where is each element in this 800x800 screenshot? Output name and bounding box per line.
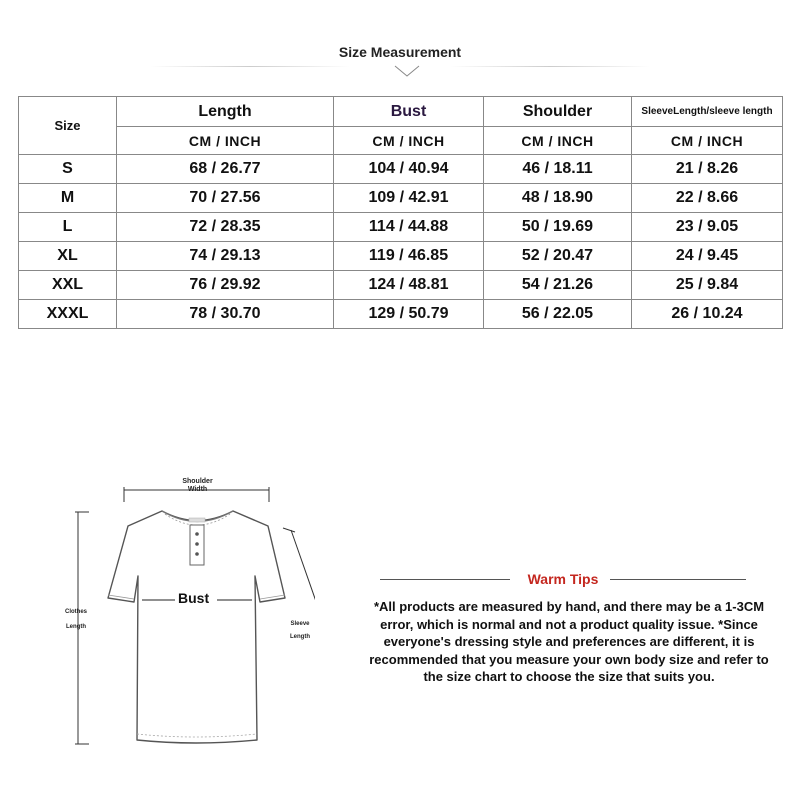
sleeve-cell: 25 / 9.84 <box>632 271 783 300</box>
length-column-header: Length <box>117 97 334 127</box>
table-row <box>19 155 783 184</box>
sleeve-cell: 26 / 10.24 <box>632 300 783 329</box>
sleeve-cell: 23 / 9.05 <box>632 213 783 242</box>
bust-label: Bust <box>175 590 212 606</box>
table-row <box>19 213 783 242</box>
tips-line: error, which is normal and not a product quality issue. *Since <box>380 616 758 632</box>
length-cell: 78 / 30.70 <box>117 300 334 329</box>
bust-cell: 129 / 50.79 <box>334 300 484 329</box>
width-label-line: Width <box>187 486 208 493</box>
length-cell: 70 / 27.56 <box>117 184 334 213</box>
sleeve-length-label-line: Length <box>290 634 310 640</box>
size-cell: XL <box>19 242 117 271</box>
tshirt-outline-icon <box>55 470 315 760</box>
size-column-header: Size <box>19 97 117 155</box>
tips-header <box>380 568 746 590</box>
size-cell: S <box>19 155 117 184</box>
length-cell: 76 / 29.92 <box>117 271 334 300</box>
sleeve-cell: 24 / 9.45 <box>632 242 783 271</box>
clothes-length-label <box>59 608 93 632</box>
bust-cell: 109 / 42.91 <box>334 184 484 213</box>
size-cell: XXXL <box>19 300 117 329</box>
tshirt-diagram <box>55 470 315 760</box>
tips-title: Warm Tips <box>527 571 599 587</box>
sleeve-cell: 21 / 8.26 <box>632 155 783 184</box>
size-cell: L <box>19 213 117 242</box>
shoulder-cell: 54 / 21.26 <box>484 271 632 300</box>
length-cell: 74 / 29.13 <box>117 242 334 271</box>
length-cell: 68 / 26.77 <box>117 155 334 184</box>
unit-label: CM / INCH <box>632 127 783 155</box>
sleeve-column-header: SleeveLength/sleeve length <box>632 97 783 127</box>
length-label-line: Length <box>66 624 86 630</box>
tips-line: the size chart to choose the size that suits you. <box>423 669 715 684</box>
title-caret-icon <box>392 64 422 78</box>
page-title: Size Measurement <box>338 44 462 60</box>
bust-cell: 119 / 46.85 <box>334 242 484 271</box>
unit-label: CM / INCH <box>484 127 632 155</box>
bust-cell: 114 / 44.88 <box>334 213 484 242</box>
shoulder-cell: 46 / 18.11 <box>484 155 632 184</box>
bust-cell: 124 / 48.81 <box>334 271 484 300</box>
unit-label: CM / INCH <box>334 127 484 155</box>
table-row <box>19 184 783 213</box>
shoulder-column-header: Shoulder <box>484 97 632 127</box>
table-header-row <box>19 97 783 127</box>
sleeve-length-label <box>285 620 315 642</box>
sleeve-label-line: Sleeve <box>290 621 310 627</box>
shoulder-cell: 48 / 18.90 <box>484 184 632 213</box>
tips-line: recommended that you measure your own body size and refer to <box>369 651 769 667</box>
tips-body <box>346 598 792 686</box>
title-rule-left <box>150 66 350 67</box>
clothes-label-line: Clothes <box>64 609 87 615</box>
shoulder-width-label <box>170 477 225 494</box>
title-rule-right <box>450 66 650 67</box>
bust-cell: 104 / 40.94 <box>334 155 484 184</box>
table-row <box>19 300 783 329</box>
size-table <box>18 96 783 329</box>
unit-label: CM / INCH <box>117 127 334 155</box>
tips-line: everyone's dressing style and preferences are different, it is <box>383 634 755 649</box>
size-cell: XXL <box>19 271 117 300</box>
size-cell: M <box>19 184 117 213</box>
unit-row <box>19 127 783 155</box>
sleeve-cell: 22 / 8.66 <box>632 184 783 213</box>
shoulder-cell: 52 / 20.47 <box>484 242 632 271</box>
shoulder-cell: 50 / 19.69 <box>484 213 632 242</box>
shoulder-cell: 56 / 22.05 <box>484 300 632 329</box>
table-row <box>19 271 783 300</box>
length-cell: 72 / 28.35 <box>117 213 334 242</box>
bust-column-header: Bust <box>334 97 484 127</box>
table-row <box>19 242 783 271</box>
shoulder-label-line: Shoulder <box>182 478 213 485</box>
tips-line: *All products are measured by hand, and there may be a 1-3CM <box>373 599 765 614</box>
